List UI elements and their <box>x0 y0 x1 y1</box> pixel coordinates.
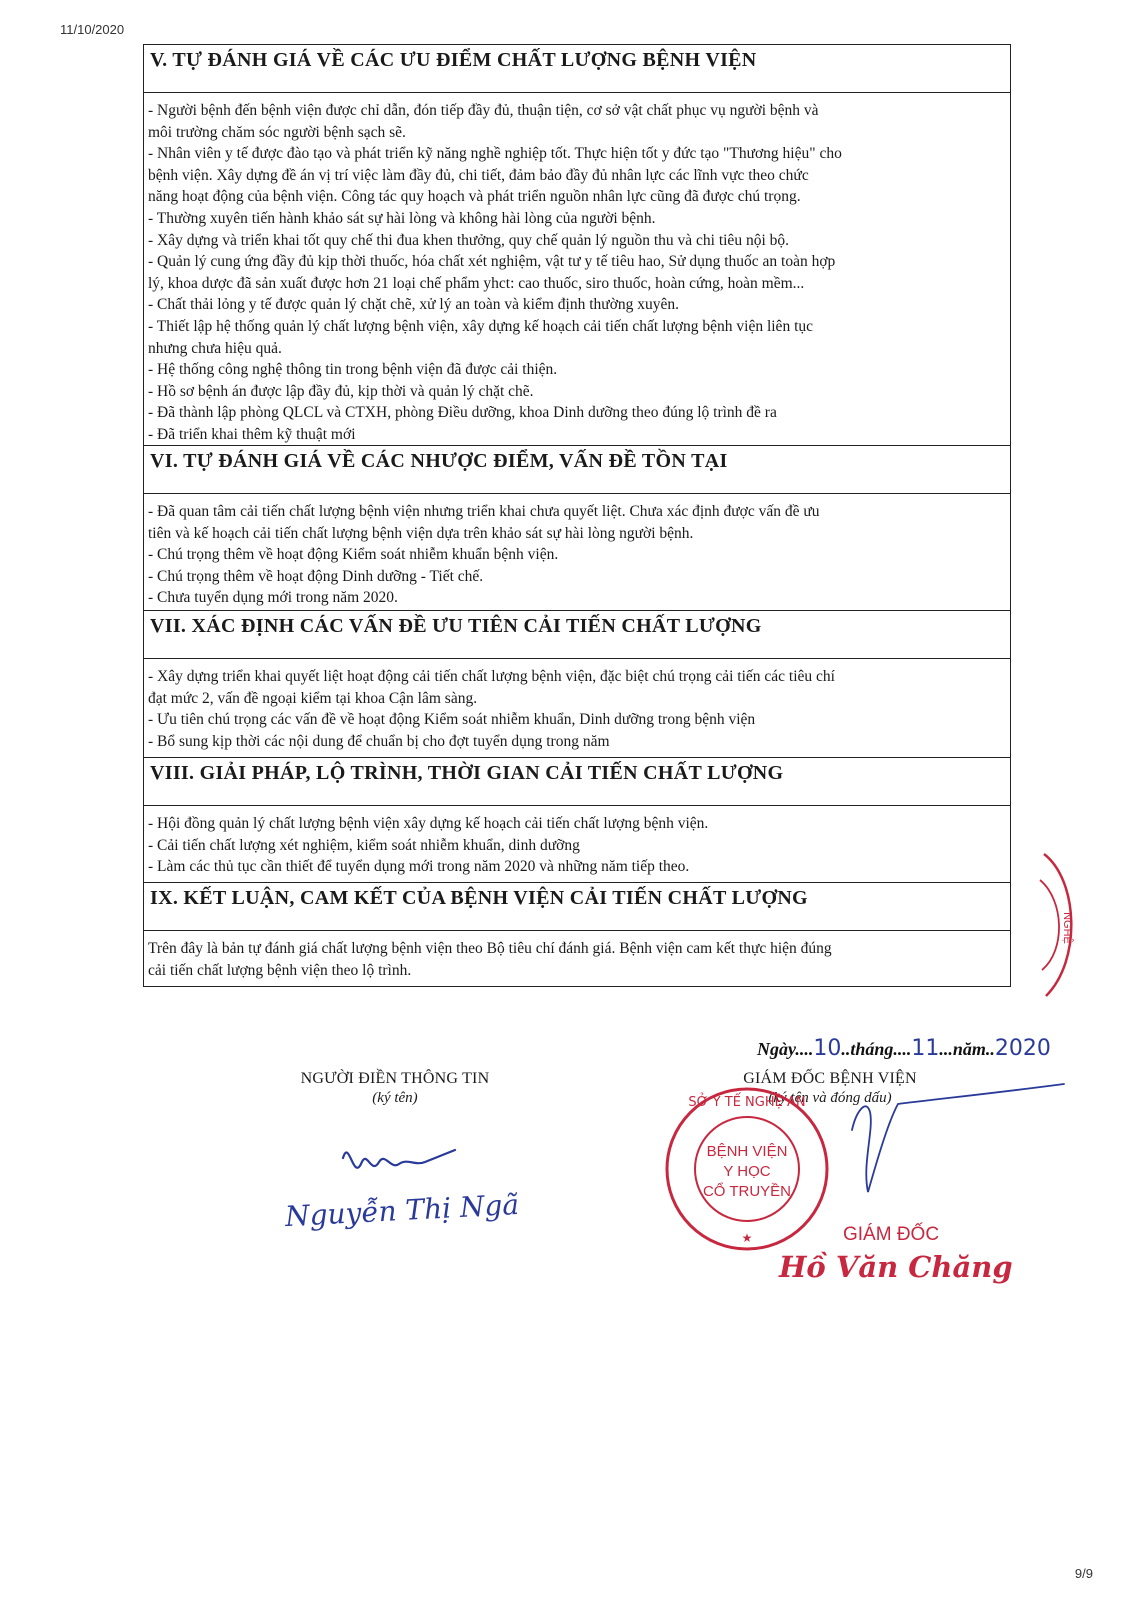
section-vii-body <box>144 659 1010 758</box>
stamp-line-1: BỆNH VIỆN <box>706 1143 788 1160</box>
director-role: GIÁM ĐỐC <box>843 1224 940 1245</box>
section-viii-heading: VIII. GIẢI PHÁP, LỘ TRÌNH, THỜI GIAN CẢI TIẾN CHẤT LƯỢNG <box>144 758 1010 806</box>
section-vii-line: - Xây dựng triển khai quyết liệt hoạt động cải tiến chất lượng bệnh viện, đặc biệt chú trọng cải tiến các tiêu chí <box>148 668 835 685</box>
section-ix-line: Trên đây là bản tự đánh giá chất lượng bệnh viện theo Bộ tiêu chí đánh giá. Bệnh viện cam kết thực hiện đúng <box>148 940 832 957</box>
section-vii-line: - Ưu tiên chú trọng các vấn đề về hoạt động Kiểm soát nhiễm khuẩn, Dinh dưỡng trong bệnh viện <box>148 711 756 729</box>
report-table <box>143 44 1011 987</box>
print-date: 11/10/2020 <box>60 22 125 37</box>
section-viii-line: - Làm các thủ tục cần thiết để tuyển dụng mới trong năm 2020 và những năm tiếp theo. <box>148 858 690 876</box>
page-number: 9/9 <box>1074 1566 1093 1581</box>
date-day-value: 10 <box>813 1036 842 1061</box>
section-v-line: - Chất thải lỏng y tế được quản lý chặt chẽ, xử lý an toàn và kiểm định thường xuyên. <box>148 296 680 314</box>
section-vi-line: - Đã quan tâm cải tiến chất lượng bệnh viện nhưng triển khai chưa quyết liệt. Chưa xác định được vấn đề ưu <box>148 503 820 520</box>
section-v-line: môi trường chăm sóc người bệnh sạch sẽ. <box>148 123 406 141</box>
section-v-line: - Thiết lập hệ thống quản lý chất lượng bệnh viện, xây dựng kế hoạch cải tiến chất lượng bệnh viện liên tục <box>148 317 814 335</box>
section-v-line: lý, khoa dược đã sản xuất được hơn 21 loại chế phẩm yhct: cao thuốc, siro thuốc, hoàn cứng, hoàn mềm... <box>148 274 805 292</box>
signer-title: NGƯỜI ĐIỀN THÔNG TIN <box>300 1070 490 1087</box>
official-stamp <box>662 1084 832 1254</box>
section-ix-line: cải tiến chất lượng bệnh viện theo lộ trình. <box>148 961 412 979</box>
section-v-line: - Quản lý cung ứng đầy đủ kịp thời thuốc, hóa chất xét nghiệm, vật tư y tế tiêu hao, Sử dụng thuốc an toàn hợp <box>148 253 836 271</box>
section-v-line: năng hoạt động của bệnh viện. Công tác quy hoạch và phát triển nguồn nhân lực cũng đã được chú trọng. <box>148 188 801 206</box>
section-vi-body <box>144 494 1010 611</box>
section-v-line: - Xây dựng và triển khai tốt quy chế thi đua khen thưởng, quy chế quản lý nguồn thu và chi tiêu nội bộ. <box>148 231 789 249</box>
section-viii-body <box>144 806 1010 883</box>
stamp-line-2: Y HỌC <box>723 1163 771 1180</box>
initials-signature <box>335 1128 465 1188</box>
signer-hint: (ký tên) <box>372 1090 418 1106</box>
section-ix-heading: IX. KẾT LUẬN, CAM KẾT CỦA BỆNH VIỆN CẢI TIẾN CHẤT LƯỢNG <box>144 883 1010 931</box>
section-vii-heading: VII. XÁC ĐỊNH CÁC VẤN ĐỀ ƯU TIÊN CẢI TIẾN CHẤT LƯỢNG <box>144 611 1010 659</box>
section-v-line: bệnh viện. Xây dựng đề án vị trí việc làm đầy đủ, chi tiết, đảm bảo đầy đủ nhân lực các lĩnh vực theo chức <box>148 166 809 184</box>
section-v-line: nhưng chưa hiệu quả. <box>148 339 282 357</box>
section-vii-line: - Bổ sung kịp thời các nội dung để chuẩn bị cho đợt tuyển dụng trong năm <box>148 732 610 750</box>
director-signature-scribble <box>838 1082 1068 1202</box>
stamp-ring-text: SỞ Y TẾ NGHỆ AN <box>688 1095 806 1110</box>
section-vi-line: - Chú trọng thêm về hoạt động Dinh dưỡng - Tiết chế. <box>148 567 484 585</box>
section-viii-line: - Cải tiến chất lượng xét nghiệm, kiểm soát nhiễm khuẩn, dinh dưỡng <box>148 836 580 854</box>
section-ix-body <box>144 931 1010 986</box>
section-v-line: - Đã triển khai thêm kỹ thuật mới <box>148 425 356 443</box>
section-v-line: - Đã thành lập phòng QLCL và CTXH, phòng Điều dưỡng, khoa Dinh dưỡng theo đúng lộ trình đề ra <box>148 404 777 422</box>
director-hint: (ký tên và đóng dấu) <box>768 1090 892 1106</box>
section-vii-line: đạt mức 2, vấn đề ngoại kiểm tại khoa Cận lâm sàng. <box>148 689 478 707</box>
section-vi-line: - Chưa tuyển dụng mới trong năm 2020. <box>148 589 398 607</box>
section-viii-line: - Hội đồng quản lý chất lượng bệnh viện xây dựng kế hoạch cải tiến chất lượng bệnh viện. <box>148 815 709 832</box>
date-month-value: 11 <box>911 1036 940 1061</box>
signature-block-left <box>250 1070 540 1107</box>
section-v-line: - Thường xuyên tiến hành khảo sát sự hài lòng và không hài lòng của người bệnh. <box>148 209 656 227</box>
section-v-line: - Hồ sơ bệnh án được lập đầy đủ, kịp thời và quản lý chặt chẽ. <box>148 382 534 400</box>
section-vi-line: - Chú trọng thêm về hoạt động Kiểm soát nhiễm khuẩn bệnh viện. <box>148 546 559 564</box>
director-title: GIÁM ĐỐC BỆNH VIỆN <box>743 1070 917 1087</box>
section-v-body <box>144 93 1010 446</box>
director-name: Hồ Văn Chăng <box>779 1250 1013 1284</box>
signer-handwritten-name: Nguyễn Thị Ngã <box>284 1187 520 1234</box>
date-month-label: tháng <box>850 1039 894 1059</box>
svg-text:★: ★ <box>741 1231 753 1245</box>
side-stamp-fragment <box>1038 850 1088 1000</box>
stamp-line-3: CỔ TRUYỀN <box>702 1183 792 1200</box>
section-v-line: - Nhân viên y tế được đào tạo và phát triển kỹ năng nghề nghiệp tốt. Thực hiện tốt y đức tạo "Thương hiệu" cho <box>148 145 842 163</box>
section-vi-line: tiên và kế hoạch cải tiến chất lượng bệnh viện dựa trên khảo sát sự hài lòng người bệnh. <box>148 524 694 542</box>
date-year-value: 2020 <box>994 1036 1051 1061</box>
date-day-label: Ngày <box>757 1039 796 1059</box>
section-vi-heading: VI. TỰ ĐÁNH GIÁ VỀ CÁC NHƯỢC ĐIỂM, VẤN ĐỀ TỒN TẠI <box>144 446 1010 494</box>
date-year-label: năm <box>952 1039 986 1059</box>
section-v-heading: V. TỰ ĐÁNH GIÁ VỀ CÁC ƯU ĐIỂM CHẤT LƯỢNG BỆNH VIỆN <box>144 45 1010 93</box>
date-line: Ngày....10..tháng....11...năm..2020 <box>757 1036 1051 1061</box>
side-stamp-text: NGHỆ <box>1061 912 1073 944</box>
section-v-line: - Người bệnh đến bệnh viện được chỉ dẫn, đón tiếp đầy đủ, thuận tiện, cơ sở vật chất phục vụ người bệnh và <box>148 102 819 119</box>
section-v-line: - Hệ thống công nghệ thông tin trong bệnh viện đã được cải thiện. <box>148 361 558 379</box>
